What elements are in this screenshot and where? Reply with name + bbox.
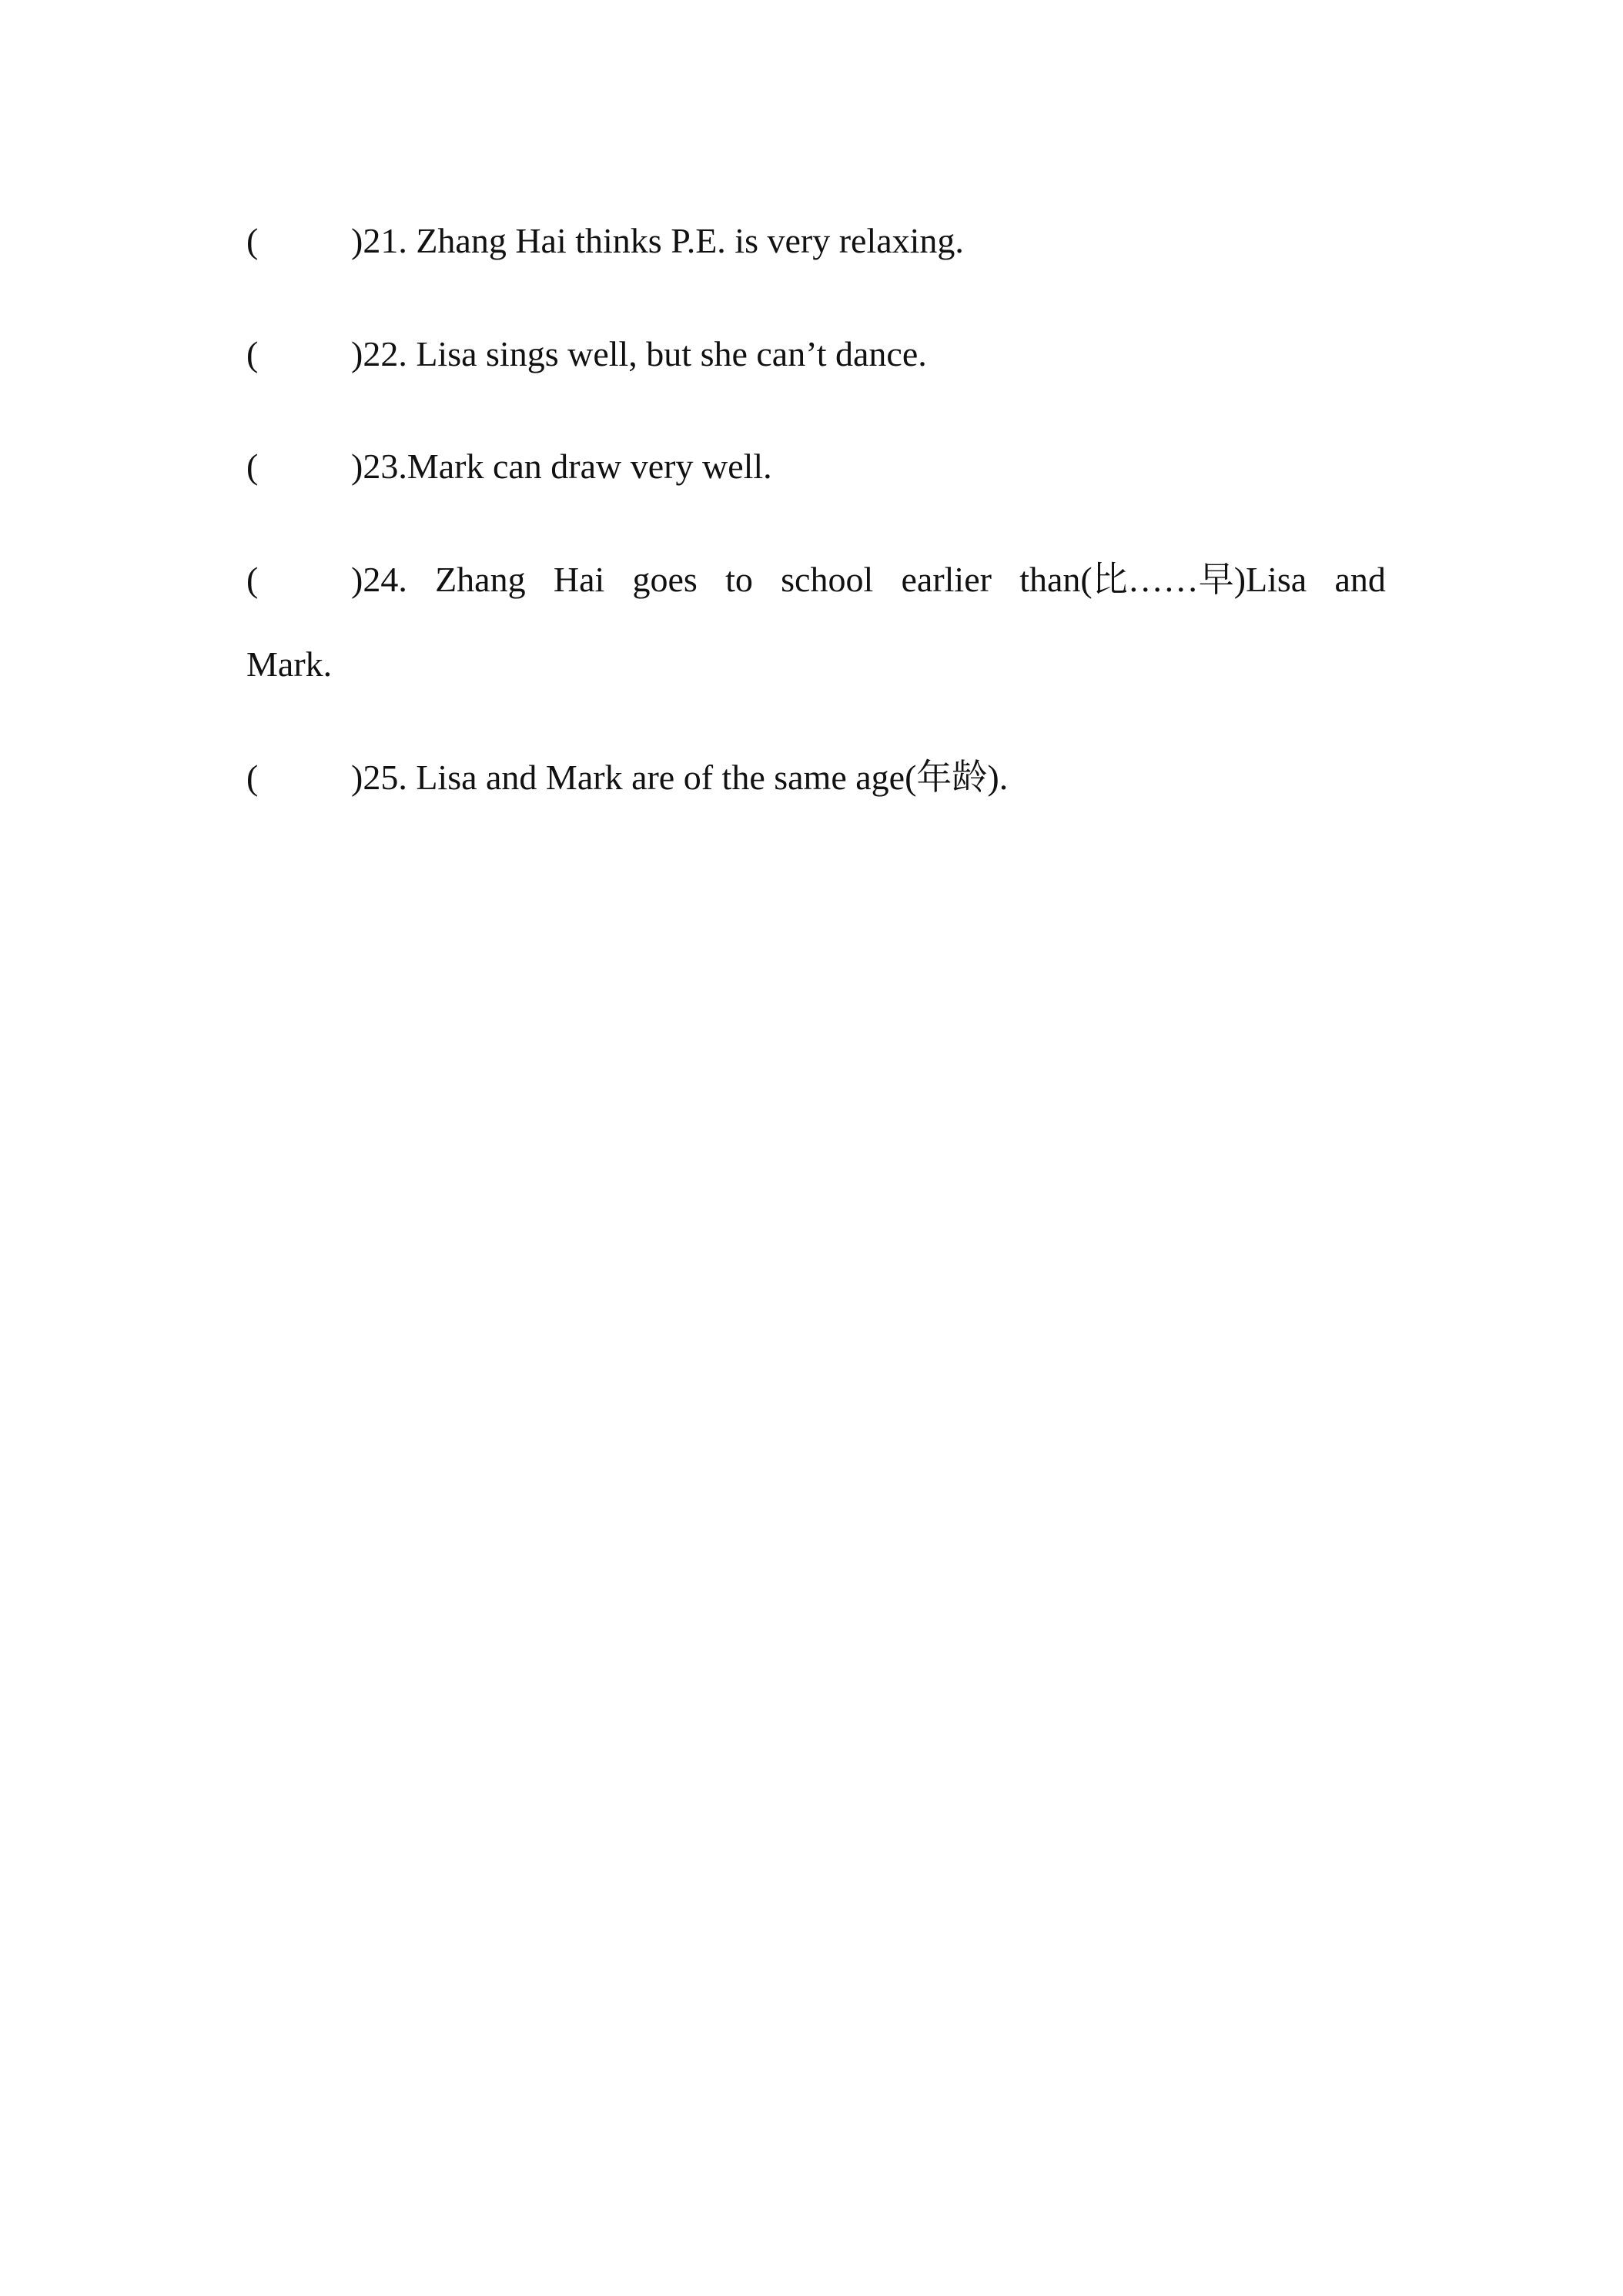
question-25-text: )25. Lisa and Mark are of the same age(年龄). bbox=[351, 758, 1009, 797]
answer-blank-21[interactable]: ( bbox=[246, 221, 259, 260]
question-21 bbox=[246, 199, 1386, 283]
question-22 bbox=[246, 312, 1386, 397]
question-24-word: )24. bbox=[351, 560, 407, 599]
answer-blank-25[interactable]: ( bbox=[246, 758, 259, 797]
question-24-word: Zhang bbox=[435, 560, 526, 599]
question-21-text: )21. Zhang Hai thinks P.E. is very relaxing. bbox=[351, 221, 964, 260]
question-24-continuation: Mark. bbox=[246, 644, 333, 684]
question-23-text: )23.Mark can draw very well. bbox=[351, 447, 772, 486]
question-24-word: school bbox=[781, 560, 874, 599]
question-25 bbox=[246, 735, 1386, 820]
question-24 bbox=[246, 537, 1386, 622]
question-22-text: )22. Lisa sings well, but she can’t dance. bbox=[351, 334, 927, 373]
question-24-word: to bbox=[725, 560, 753, 599]
question-24-word: Hai bbox=[553, 560, 605, 599]
answer-blank-24[interactable]: ( bbox=[246, 560, 259, 599]
question-24-word: goes bbox=[632, 560, 698, 599]
question-23 bbox=[246, 424, 1386, 509]
question-24-start bbox=[246, 537, 407, 622]
question-24-word: earlier bbox=[901, 560, 992, 599]
answer-blank-23[interactable]: ( bbox=[246, 447, 259, 486]
answer-blank-22[interactable]: ( bbox=[246, 334, 259, 373]
question-24-word: and bbox=[1334, 560, 1386, 599]
question-24-word: than(比……早)Lisa bbox=[1019, 560, 1307, 599]
